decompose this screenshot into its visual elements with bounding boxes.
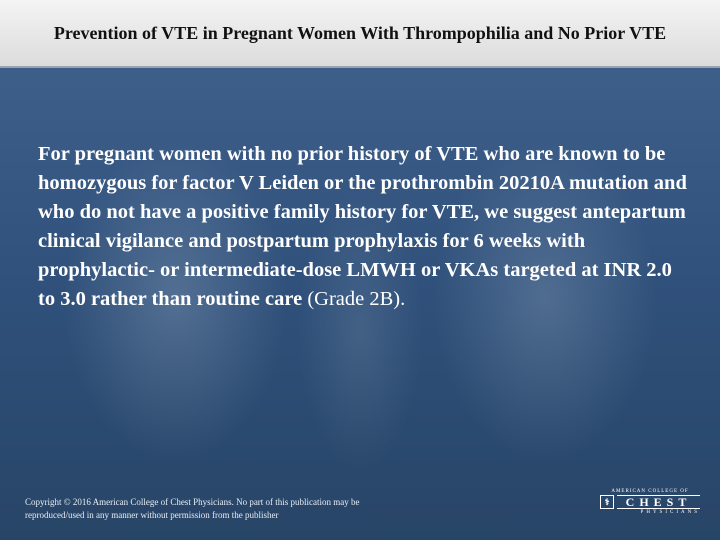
recommendation-text [38,140,688,314]
copyright-notice: Copyright © 2016 American College of Chest Physicians. No part of this publication may be reproduced/used in any manner without permission from the publisher [25,497,360,520]
grade-label: (Grade 2B). [307,288,406,310]
title-bar [0,0,720,68]
chest-logo [600,488,700,518]
logo-mid [600,495,700,509]
logo-top-text: AMERICAN COLLEGE OF [611,489,689,494]
slide-title: Prevention of VTE in Pregnant Women With Thrompophilia and No Prior VTE [53,23,667,43]
caduceus-icon: ⚕ [600,495,614,509]
recommendation-statement: For pregnant women with no prior history of VTE who are known to be homozygous for factor V Leiden or the prothrombin 20210A mutation and who do not have a positive family history for VTE, we suggest antepartum clinical vigilance and postpartum prophylaxis for 6 weeks with prophylactic- or intermediate-dose LMWH or VKAs targeted at INR 2.0 to 3.0 rather than routine care [38,143,687,310]
logo-bottom-text: PHYSICIANS [640,510,700,515]
logo-wordmark: CHEST [617,495,700,509]
